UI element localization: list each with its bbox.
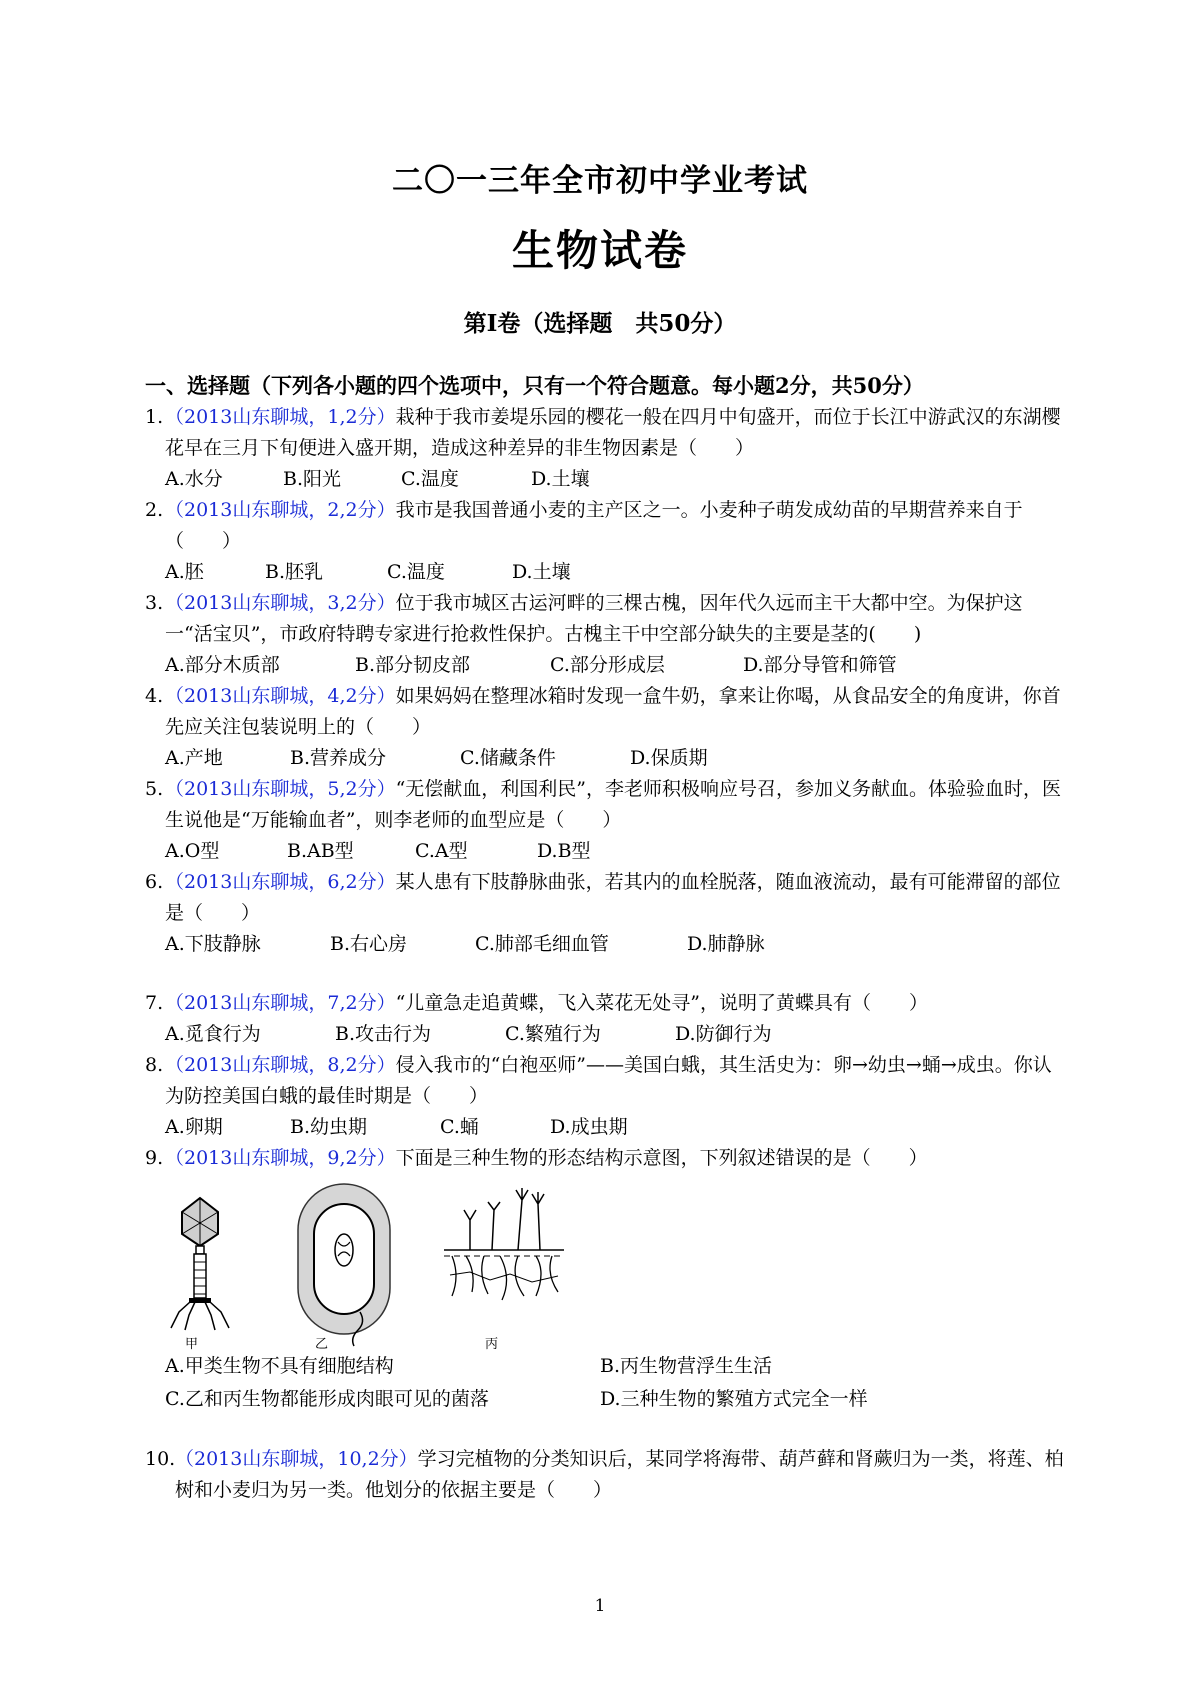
option-c: C.温度	[401, 468, 459, 490]
question-source: （2013山东聊城，2,2分）	[165, 499, 396, 521]
question-2	[145, 495, 1065, 557]
option-a: A.卵期	[165, 1116, 223, 1138]
bacteriophage-figure	[165, 1180, 235, 1350]
question-source: （2013山东聊城，7,2分）	[165, 992, 396, 1014]
question-source: （2013山东聊城，1,2分）	[165, 406, 396, 428]
question-source: （2013山东聊城，3,2分）	[165, 592, 396, 614]
question-1	[145, 402, 1065, 464]
options-7	[145, 1019, 1065, 1050]
options-2	[145, 557, 1065, 588]
option-d: D.B型	[537, 840, 591, 862]
options-5	[145, 836, 1065, 867]
option-b: B.右心房	[330, 933, 408, 955]
question-number: 5.	[145, 778, 164, 800]
option-c: C.蛹	[440, 1116, 479, 1138]
option-b: B.AB型	[287, 840, 354, 862]
option-c: C.温度	[387, 561, 445, 583]
option-a: A.觅食行为	[165, 1023, 261, 1045]
question-3	[145, 588, 1065, 650]
question-7	[145, 988, 1065, 1019]
option-a: A.产地	[165, 747, 223, 769]
option-c: C.肺部毛细血管	[475, 933, 609, 955]
option-c: C.储藏条件	[460, 747, 556, 769]
question-source: （2013山东聊城，10,2分）	[175, 1448, 418, 1470]
bacterium-figure	[290, 1180, 400, 1350]
option-c: C.部分形成层	[550, 654, 665, 676]
option-a: A.甲类生物不具有细胞结构	[165, 1355, 394, 1377]
spacer	[145, 1416, 1065, 1444]
question-source: （2013山东聊城，5,2分）	[165, 778, 396, 800]
question-stem: 位于我市城区古运河畔的三棵古槐，因年代久远而主干大都中空。为保护这一“活宝贝”，市政府特聘专家进行抢救性保护。古槐主干中空部分缺失的主要是茎的( )	[165, 592, 1023, 645]
option-a: A.部分木质部	[165, 654, 280, 676]
option-a: A.胚	[165, 561, 204, 583]
question-number: 7.	[145, 992, 164, 1014]
exam-title: 二〇一三年全市初中学业考试	[392, 163, 808, 199]
option-b: B.营养成分	[290, 747, 387, 769]
question-stem: “无偿献血，利国利民”，李老师积极响应号召，参加义务献血。体验验血时，医生说他是“万能输血者”，则李老师的血型应是（ ）	[165, 778, 1062, 831]
option-b: B.丙生物营浮生生活	[600, 1355, 773, 1377]
option-b: B.攻击行为	[335, 1023, 432, 1045]
option-d: D.部分导管和筛管	[743, 654, 897, 676]
question-source: （2013山东聊城，8,2分）	[165, 1054, 396, 1076]
question-10	[145, 1444, 1065, 1506]
organism-figures	[165, 1180, 1065, 1350]
page-number: 1	[594, 1596, 606, 1616]
options-6	[145, 929, 1065, 960]
option-b: B.胚乳	[265, 561, 324, 583]
option-a: A.水分	[165, 468, 223, 490]
section-heading: 一、选择题（下列各小题的四个选项中，只有一个符合题意。每小题2分，共50分）	[145, 373, 924, 398]
options-9	[145, 1350, 1065, 1416]
option-d: D.肺静脉	[687, 933, 765, 955]
question-number: 8.	[145, 1054, 164, 1076]
question-stem: 栽种于我市姜堤乐园的樱花一般在四月中旬盛开，而位于长江中游武汉的东湖樱花早在三月下旬便进入盛开期，造成这种差异的非生物因素是（ ）	[165, 406, 1061, 459]
question-number: 9.	[145, 1147, 164, 1169]
question-stem: 某人患有下肢静脉曲张，若其内的血栓脱落，随血液流动，最有可能滞留的部位是（ ）	[165, 871, 1061, 924]
figure-label-yi: 乙	[315, 1337, 329, 1352]
option-b: B.部分韧皮部	[355, 654, 471, 676]
option-b: B.幼虫期	[290, 1116, 368, 1138]
options-4	[145, 743, 1065, 774]
option-d: D.保质期	[630, 747, 708, 769]
question-stem: 如果妈妈在整理冰箱时发现一盒牛奶，拿来让你喝，从食品安全的角度讲，你首先应关注包装说明上的（ ）	[165, 685, 1061, 738]
options-1	[145, 464, 1065, 495]
question-number: 1.	[145, 406, 164, 428]
question-stem: 我市是我国普通小麦的主产区之一。小麦种子萌发成幼苗的早期营养来自于（ ）	[165, 499, 1023, 552]
question-number: 6.	[145, 871, 164, 893]
question-number: 4.	[145, 685, 164, 707]
spacer	[145, 960, 1065, 988]
subject-title: 生物试卷	[511, 226, 688, 275]
option-c: C.A型	[415, 840, 468, 862]
question-stem: 学习完植物的分类知识后，某同学将海带、葫芦藓和肾蕨归为一类，将莲、柏树和小麦归为另一类。他划分的依据主要是（ ）	[175, 1448, 1064, 1501]
question-source: （2013山东聊城，4,2分）	[165, 685, 396, 707]
option-d: D.三种生物的繁殖方式完全一样	[600, 1388, 868, 1410]
question-5	[145, 774, 1065, 836]
part-title: 第Ⅰ卷（选择题 共50分）	[463, 310, 737, 337]
question-4	[145, 681, 1065, 743]
option-d: D.成虫期	[550, 1116, 628, 1138]
options-3	[145, 650, 1065, 681]
option-c: C.繁殖行为	[505, 1023, 601, 1045]
question-8	[145, 1050, 1065, 1112]
figure-label-jia: 甲	[185, 1337, 199, 1352]
question-source: （2013山东聊城，6,2分）	[165, 871, 396, 893]
option-c: C.乙和丙生物都能形成肉眼可见的菌落	[165, 1388, 489, 1410]
figure-label-bing: 丙	[485, 1337, 499, 1352]
question-number: 2.	[145, 499, 164, 521]
option-d: D.防御行为	[675, 1023, 772, 1045]
question-source: （2013山东聊城，9,2分）	[165, 1147, 396, 1169]
option-d: D.土壤	[512, 561, 571, 583]
question-number: 3.	[145, 592, 164, 614]
option-a: A.下肢静脉	[165, 933, 261, 955]
options-8	[145, 1112, 1065, 1143]
question-list	[145, 402, 1065, 1506]
question-6	[145, 867, 1065, 929]
question-9	[145, 1143, 1065, 1174]
question-stem: 侵入我市的“白袍巫师”——美国白蛾，其生活史为：卵→幼虫→蛹→成虫。你认为防控美国白蛾的最佳时期是（ ）	[165, 1054, 1052, 1107]
question-number: 10.	[145, 1448, 176, 1470]
option-a: A.O型	[165, 840, 220, 862]
question-stem: “儿童急走追黄蝶，飞入菜花无处寻”，说明了黄蝶具有（ ）	[395, 992, 929, 1014]
question-stem: 下面是三种生物的形态结构示意图，下列叙述错误的是（ ）	[395, 1147, 928, 1169]
mold-figure	[440, 1180, 570, 1350]
option-d: D.土壤	[531, 468, 590, 490]
option-b: B.阳光	[283, 468, 342, 490]
